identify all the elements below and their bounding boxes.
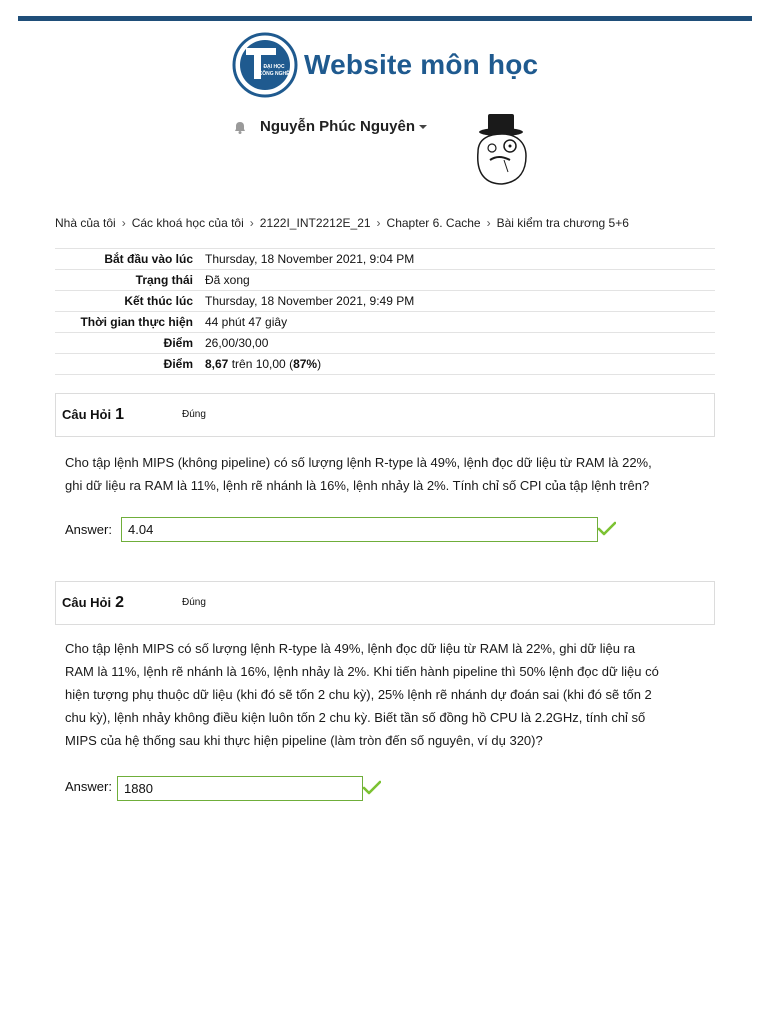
breadcrumb-quiz[interactable]: Bài kiểm tra chương 5+6 [496,216,629,230]
summary-row-started [55,249,715,270]
question-2-text [65,637,705,752]
summary-value: 26,00/30,00 [199,333,715,354]
checkmark-icon [598,521,616,537]
breadcrumb [55,216,629,230]
answer-label: Answer: [65,522,112,537]
question-text-line: chu kỳ), lệnh nhảy không điều kiện luôn tốn 2 chu kỳ. Biết tần số đồng hồ CPU là 2.2GHz, tính chỉ số [65,710,646,725]
summary-value: Đã xong [199,270,715,291]
chevron-right-icon: › [376,216,381,230]
chevron-right-icon: › [249,216,254,230]
user-menu[interactable] [232,118,428,135]
grade-end: ) [317,357,322,371]
summary-value: Thursday, 18 November 2021, 9:49 PM [199,291,715,312]
summary-row-grade [55,354,715,375]
notification-bell-icon[interactable] [232,119,248,135]
question-title [62,406,124,424]
chevron-down-icon[interactable] [418,122,428,132]
question-status: Đúng [182,597,206,608]
summary-label: Thời gian thực hiện [55,312,199,333]
chevron-right-icon: › [121,216,126,230]
summary-row-state [55,270,715,291]
summary-value [199,354,715,375]
breadcrumb-my-courses[interactable]: Các khoá học của tôi [131,216,244,230]
summary-label: Trạng thái [55,270,199,291]
summary-row-duration [55,312,715,333]
site-title: Website môn học [304,49,539,80]
question-text-line: Cho tập lệnh MIPS (không pipeline) có số lượng lệnh R-type là 49%, lệnh đọc dữ liệu từ RAM là 22%, [65,455,652,470]
breadcrumb-course[interactable]: 2122I_INT2212E_21 [259,216,371,230]
question-text-line: MIPS của hệ thống sau khi thực hiện pipeline (làm tròn đến số nguyên, ví dụ 320)? [65,733,543,748]
summary-row-marks [55,333,715,354]
summary-label: Điểm [55,333,199,354]
university-logo-icon [232,32,298,98]
logo-text-line-1: ĐẠI HỌC [263,64,285,70]
grade-score: 8,67 [205,357,229,371]
attempt-summary-table [55,248,715,375]
question-2-header [55,581,715,625]
question-1-text [65,451,705,497]
question-label: Câu Hỏi [62,407,112,422]
user-name[interactable]: Nguyễn Phúc Nguyên [260,118,416,135]
checkmark-icon [363,780,381,796]
summary-label: Điểm [55,354,199,375]
grade-middle: trên 10,00 ( [228,357,294,371]
question-number: 2 [115,594,125,611]
grade-percent: 87% [293,357,318,371]
top-bar [18,16,752,21]
summary-value: Thursday, 18 November 2021, 9:04 PM [199,249,715,270]
question-number: 1 [115,406,125,423]
logo-text-line-2: CÔNG NGHỆ [258,71,290,77]
question-text-line: Cho tập lệnh MIPS có số lượng lệnh R-type là 49%, lệnh đọc dữ liệu từ RAM là 22%, ghi dữ liệu ra [65,641,636,656]
question-label: Câu Hỏi [62,595,112,610]
summary-label: Kết thúc lúc [55,291,199,312]
question-title [62,594,124,612]
summary-label: Bắt đầu vào lúc [55,249,199,270]
summary-value: 44 phút 47 giây [199,312,715,333]
question-1-header [55,393,715,437]
question-status: Đúng [182,409,206,420]
site-logo[interactable] [232,32,542,98]
answer-field[interactable]: 1880 [117,776,363,801]
chevron-right-icon: › [486,216,491,230]
answer-label: Answer: [65,779,112,794]
avatar[interactable] [468,112,534,186]
answer-field[interactable]: 4.04 [121,517,598,542]
summary-row-completed [55,291,715,312]
question-text-line: ghi dữ liệu ra RAM là 11%, lệnh rẽ nhánh là 16%, lệnh nhảy là 2%. Tính chỉ số CPI của tập lệnh trên? [65,478,650,493]
question-text-line: RAM là 11%, lệnh rẽ nhánh là 16%, lệnh nhảy là 2%. Khi tiến hành pipeline thì 50% lệnh đọc dữ liệu có [65,664,659,679]
question-text-line: hiện tượng phụ thuộc dữ liệu (khi đó sẽ tốn 2 chu kỳ), 25% lệnh rẽ nhánh dự đoán sai (khi đó sẽ tốn 2 [65,687,652,702]
breadcrumb-chapter[interactable]: Chapter 6. Cache [386,216,481,230]
breadcrumb-home[interactable]: Nhà của tôi [55,216,116,230]
